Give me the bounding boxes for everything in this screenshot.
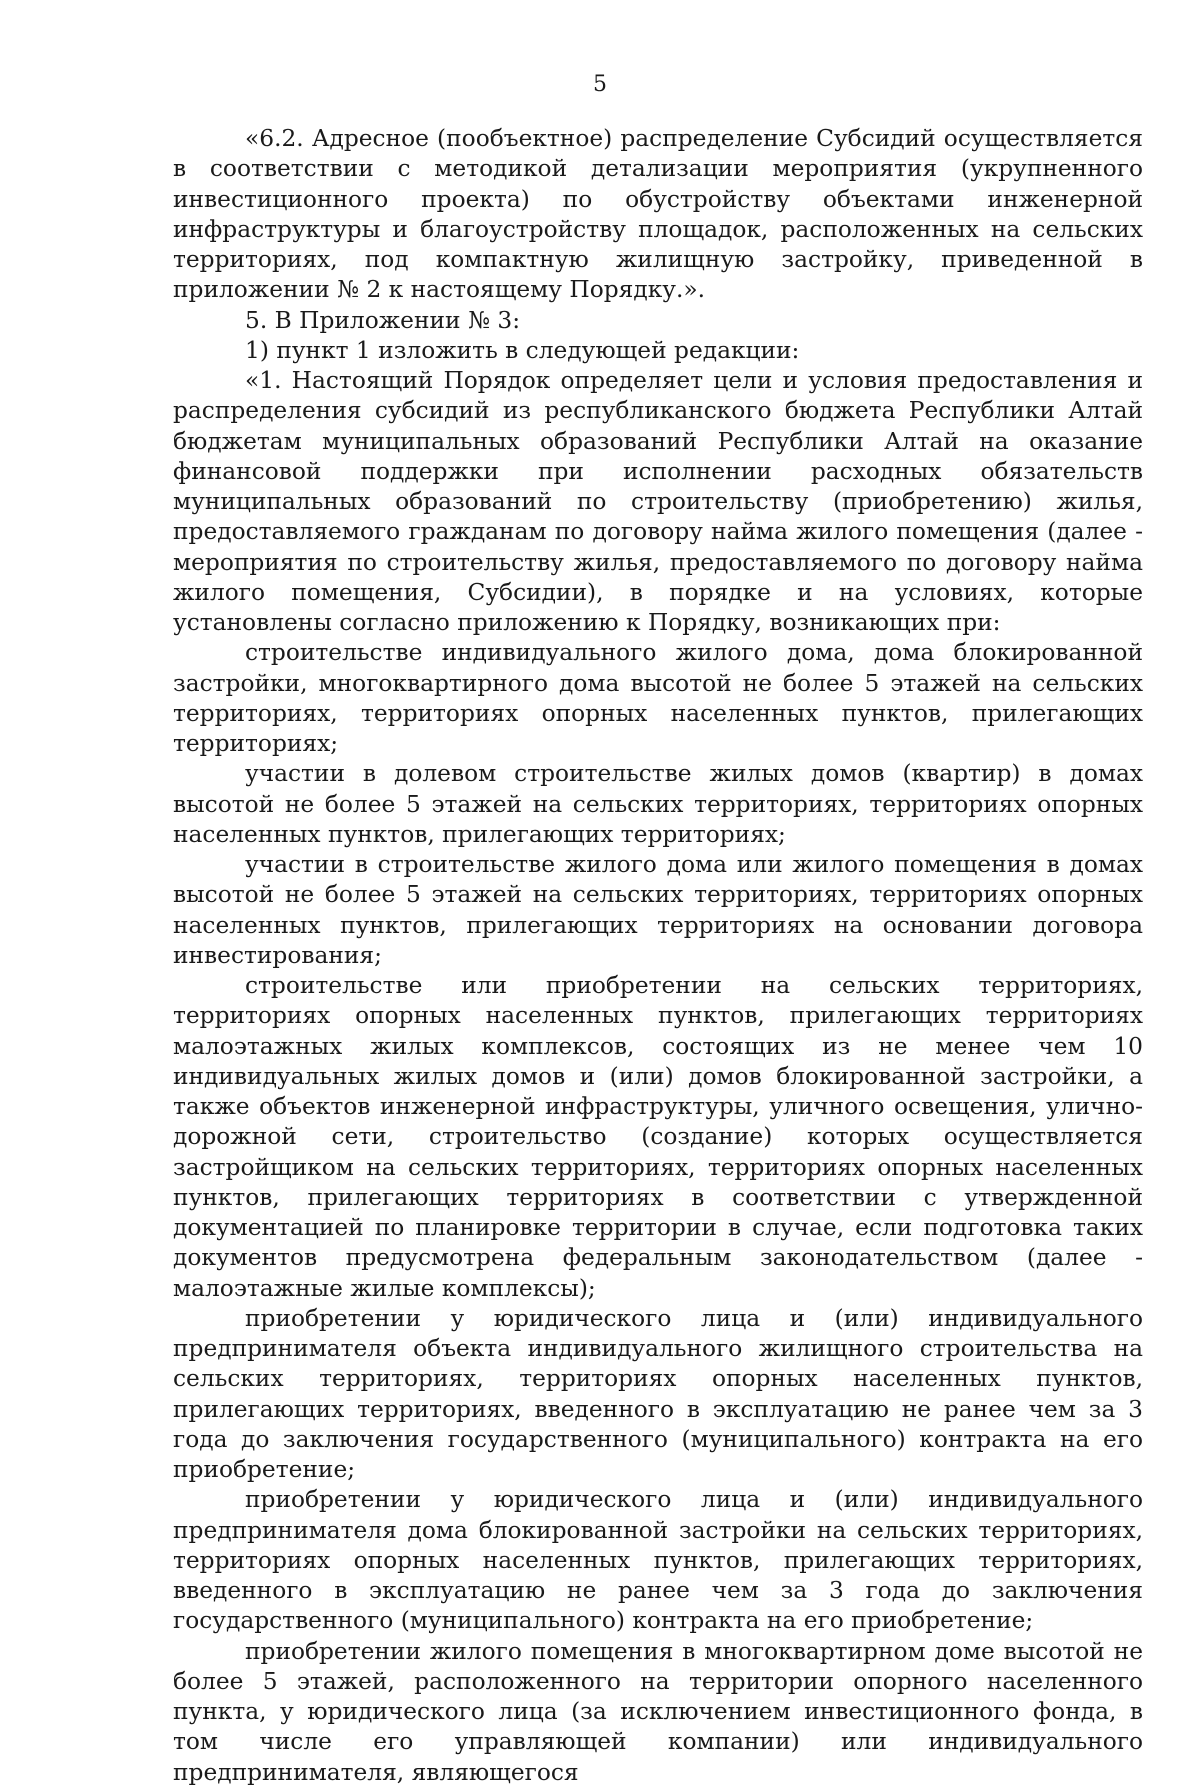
paragraph-item-1-instruction: 1) пункт 1 изложить в следующей редакции: — [245, 336, 800, 364]
paragraph-shared-construction: участии в долевом строительстве жилых домов (квартир) в домах высотой не более 5 этажей на сельских территориях, территориях опорных населенных пунктов, прилегающих территориях; — [173, 760, 1143, 848]
paragraph-item-1-text: «1. Настоящий Порядок определяет цели и условия предоставления и распределения субсидий из республиканского бюджета Республики Алтай бюджетам муниципальных образований Республики Алтай на оказание финансовой поддержки при исполнении расходных обязательств муниципальных образований по строительству (приобретению) жилья, предоставляемого гражданам по договору найма жилого помещения (далее - мероприятия по строительству жилья, предоставляемого по договору найма жилого помещения, Субсидии), в порядке и на условиях, которые установлены согласно приложению к Порядку, возникающих при: — [173, 367, 1143, 636]
paragraph-investment-construction: участии в строительстве жилого дома или жилого помещения в домах высотой не более 5 этажей на сельских территориях, территориях опорных населенных пунктов, прилегающих территориях на основании договора инвестирования; — [173, 851, 1143, 969]
page-number: 5 — [593, 72, 607, 97]
paragraph-acquisition-blocked-house: приобретении у юридического лица и (или) индивидуального предпринимателя дома блокированной застройки на сельских территориях, территориях опорных населенных пунктов, прилегающих территориях, введенного в эксплуатацию не ранее чем за 3 года до заключения государственного (муниципального) контракта на его приобретение; — [173, 1486, 1143, 1635]
document-body — [173, 124, 1143, 1788]
paragraph-low-rise-complexes: строительстве или приобретении на сельских территориях, территориях опорных населенных пунктов, прилегающих территориях малоэтажных жилых комплексов, состоящих из не менее чем 10 индивидуальных жилых домов и (или) домов блокированной застройки, а также объектов инженерной инфраструктуры, уличного освещения, улично-дорожной сети, строительство (создание) которых осуществляется застройщиком на сельских территориях, территориях опорных населенных пунктов, прилегающих территориях в соответствии с утвержденной документацией по планировке территории в случае, если подготовка таких документов предусмотрена федеральным законодательством (далее - малоэтажные жилые комплексы); — [173, 972, 1143, 1302]
paragraph-appendix-3-heading: 5. В Приложении № 3: — [245, 306, 521, 334]
paragraph-acquisition-apartment: приобретении жилого помещения в многоквартирном доме высотой не более 5 этажей, расположенного на территории опорного населенного пункта, у юридического лица (за исключением инвестиционного фонда, в том числе его управляющей компании) или индивидуального предпринимателя, являющегося — [173, 1637, 1143, 1786]
paragraph-acquisition-individual-house: приобретении у юридического лица и (или) индивидуального предпринимателя объекта индивидуального жилищного строительства на сельских территориях, территориях опорных населенных пунктов, прилегающих территориях, введенного в эксплуатацию не ранее чем за 3 года до заключения государственного (муниципального) контракта на его приобретение; — [173, 1304, 1143, 1483]
paragraph-construction: строительстве индивидуального жилого дома, дома блокированной застройки, многоквартирного дома высотой не более 5 этажей на сельских территориях, территориях опорных населенных пунктов, прилегающих территориях; — [173, 639, 1143, 757]
paragraph-6-2: «6.2. Адресное (пообъектное) распределение Субсидий осуществляется в соответствии с методикой детализации мероприятия (укрупненного инвестиционного проекта) по обустройству объектами инженерной инфраструктуры и благоустройству площадок, расположенных на сельских территориях, под компактную жилищную застройку, приведенной в приложении № 2 к настоящему Порядку.». — [173, 125, 1143, 304]
